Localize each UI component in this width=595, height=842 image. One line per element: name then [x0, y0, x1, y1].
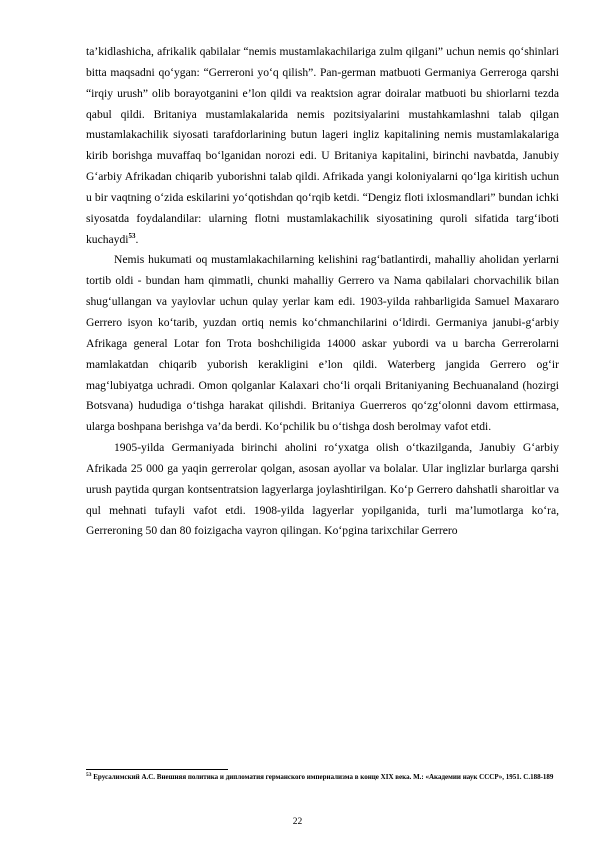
footnote-text: Ерусалимский А.С. Внешняя политика и дипломатия германского империализма в конце XIX века. М.: «Академии наук СССР», 1951. С.188-189	[93, 773, 554, 781]
footnote-divider	[86, 769, 228, 770]
page-number: 22	[292, 817, 303, 827]
paragraph-1-tail: .	[135, 232, 139, 246]
footnote	[86, 772, 559, 783]
paragraph-2: Nemis hukumati oq mustamlakachilarning kelishini rag‘batlantirdi, mahalliy aholidan yerlarni tortib oldi - bundan ham qimmatli, chunki mahalliy Gerrero va Nama qabilalari chorvachilik bilan shug‘ullangan va yaylovlar uchun qulay yerlar kam edi. 1903-yilda rahbarligida Samuel Maxararo Gerrero isyon ko‘tarib, yuzdan ortiq nemis ko‘chmanchilarini o‘ldirdi. Germaniya janubi-g‘arbiy Afrikaga general Lotar fon Trota boshchiligida 14000 askar yubordi va u barcha Gerrerolarni mamlakatdan chiqarib yuborish kerakligini e’lon qildi. Waterberg jangida Gerrero og‘ir mag‘lubiyatga uchradi. Omon qolganlar Kalaxari cho‘li orqali Britaniyaning Bechuanaland (hozirgi Botsvana) hududiga o‘tishga harakat qilishdi. Britaniya Guerreros qo‘zg‘olonni davom ettirmasa, ularga boshpana berishga va’da berdi. Ko‘pchilik bu o‘tishga dosh berolmay vafot etdi.	[86, 253, 559, 434]
paragraph-1-text: ta’kidlashicha, afrikalik qabilalar “nemis mustamlakachilariga zulm qilgani” uchun nemis qo‘shinlari bitta maqsadni qo‘ygan: “Gerreroni yo‘q qilish”. Pan-german matbuoti Germaniya Gerreroga qarshi “irqiy urush” olib borayotganini e’lon qildi va reaktsion agrar doiralar matbuoti bu shiorlarni tezda qabul qildi. Britaniya mustamlakalarida nemis pozitsiyalarini mustahkamlashni talab qilgan mustamlakachilik siyosati tarafdorlarining butun lageri ingliz kapitalining nemis mustamlakalariga kirib borishga muvaffaq bo‘lganidan norozi edi. U Britaniya kapitalini, birinchi navbatda, Janubiy G‘arbiy Afrikadan chiqarib yuborishni talab qildi. Afrikada yangi koloniyalarni qo‘lga kiritish uchun u bir vaqtning o‘zida eskilarini yo‘qotishdan qo‘rqib ketdi. “Dengiz floti ixlosmandlari” bundan ichki siyosatda foydalandilar: ularning flotni mustamlakachilik siyosatining quroli sifatida targ‘iboti kuchaydi	[86, 45, 559, 246]
footnote-reference[interactable]: 53	[128, 231, 136, 240]
body-text	[86, 42, 559, 542]
footnote-number: 53	[86, 772, 92, 778]
paragraph-3: 1905-yilda Germaniyada birinchi aholini ro‘yxatga olish o‘tkazilganda, Janubiy G‘arbiy Afrikada 25 000 ga yaqin gerrerolar qolgan, asosan ayollar va bolalar. Ular inglizlar burlarga qarshi urush paytida qurgan kontsentratsion lagyerlarga joylashtirilgan. Ko‘p Gerrero dahshatli sharoitlar va qul mehnati tufayli vafot etdi. 1908-yilda lagyerlar yopilganida, turli ma’lumotlarga ko‘ra, Gerreroning 50 dan 80 foizigacha vayron qilingan. Ko‘pgina tarixchilar Gerrero	[86, 441, 559, 538]
paragraph-1	[86, 42, 559, 250]
